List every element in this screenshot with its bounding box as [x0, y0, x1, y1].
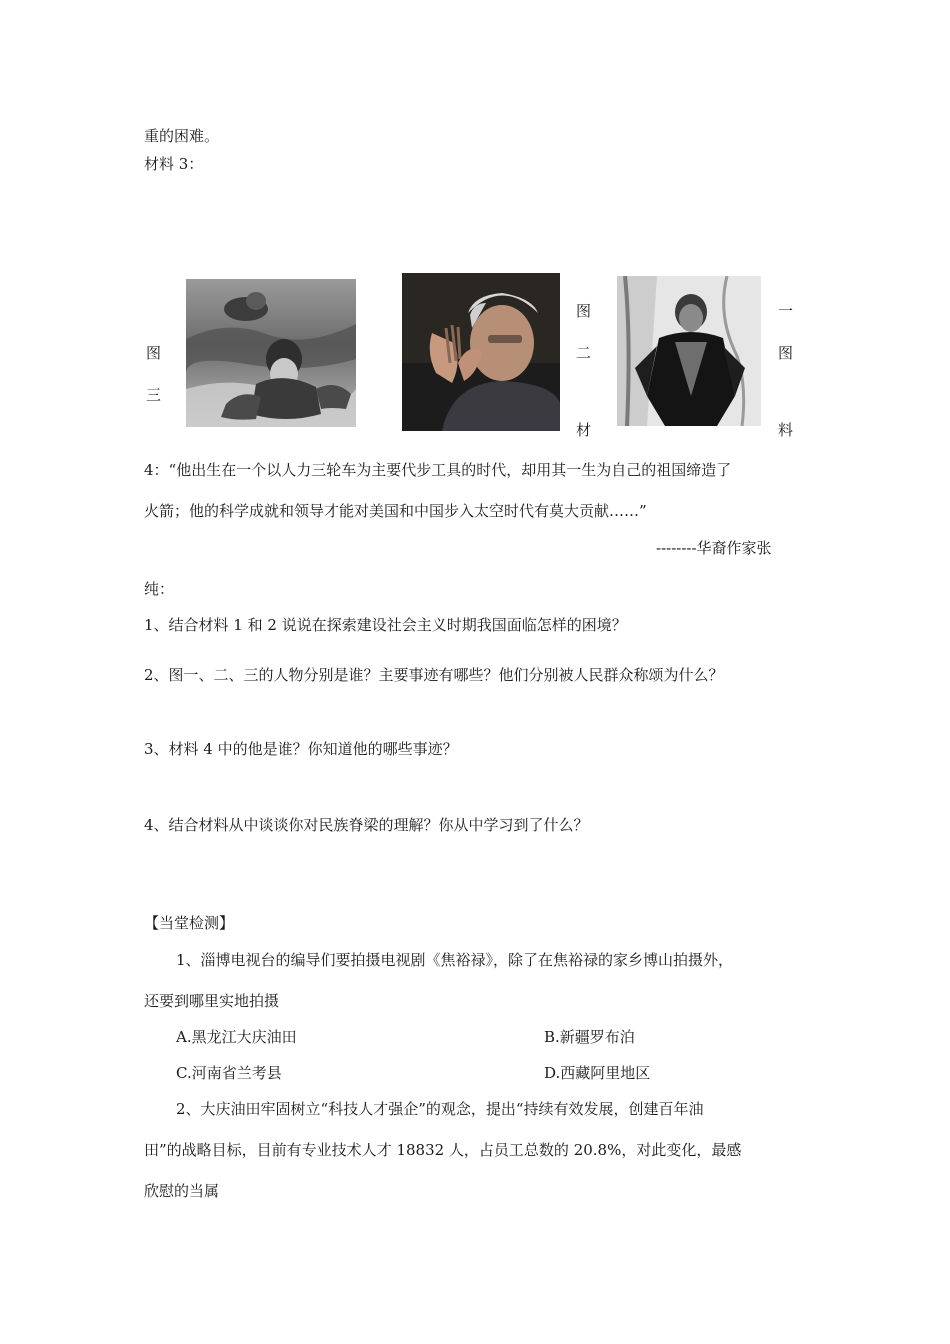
figure-3-label-char1: 图	[146, 344, 162, 362]
option-d: D.西藏阿里地区	[544, 1064, 651, 1082]
figure-3-label-char2: 三	[146, 386, 162, 404]
option-b: B.新疆罗布泊	[544, 1028, 635, 1046]
material-4-attribution-cont: 纯：	[144, 580, 175, 598]
question-2: 2、图一、二、三的人物分别是谁？主要事迹有哪些？他们分别被人民群众称颂为什么？	[144, 666, 724, 684]
option-a: A.黑龙江大庆油田	[176, 1028, 297, 1046]
question-1: 1、结合材料 1 和 2 说说在探索建设社会主义时期我国面临怎样的困境？	[144, 616, 627, 634]
material-4-attribution: --------华裔作家张	[656, 539, 772, 557]
option-c: C.河南省兰考县	[176, 1064, 282, 1082]
figure-1-label-char2: 图	[778, 344, 794, 362]
test-heading: 【当堂检测】	[144, 914, 235, 932]
figure-1-label-char3: 料	[778, 421, 794, 439]
text-line-difficulty: 重的困难。	[144, 127, 220, 145]
figure-2-label-char3: 材	[576, 421, 592, 439]
test-q1-line1: 1、淄博电视台的编导们要拍摄电视剧《焦裕禄》，除了在焦裕禄的家乡博山拍摄外，	[176, 951, 734, 969]
material-3-label: 材料 3：	[144, 155, 204, 173]
test-q2-line3: 欣慰的当属	[144, 1182, 220, 1200]
test-q2-line2: 田”的战略目标，目前有专业技术人才 18832 人，占员工总数的 20.8%，对此变化，最感	[144, 1141, 742, 1159]
material-4-line2: 火箭；他的科学成就和领导才能对美国和中国步入太空时代有莫大贡献……”	[144, 502, 647, 520]
material-4-line1: 4：“他出生在一个以人力三轮车为主要代步工具的时代，却用其一生为自己的祖国缔造了	[144, 461, 732, 479]
photo-man-posing	[617, 276, 761, 426]
test-q1-line2: 还要到哪里实地拍摄	[144, 992, 280, 1010]
figure-2-label-char2: 二	[576, 344, 592, 362]
test-q2-line1: 2、大庆油田牢固树立“科技人才强企”的观念，提出“持续有效发展，创建百年油	[176, 1100, 704, 1118]
figure-1-label-char1: 一	[778, 302, 794, 320]
question-4: 4、结合材料从中谈谈你对民族脊梁的理解？你从中学习到了什么？	[144, 816, 589, 834]
figure-2-label-char1: 图	[576, 302, 592, 320]
question-3: 3、材料 4 中的他是谁？你知道他的哪些事迹？	[144, 740, 458, 758]
photo-man-gesturing	[402, 273, 560, 431]
photo-soldier-crawling	[186, 279, 356, 427]
